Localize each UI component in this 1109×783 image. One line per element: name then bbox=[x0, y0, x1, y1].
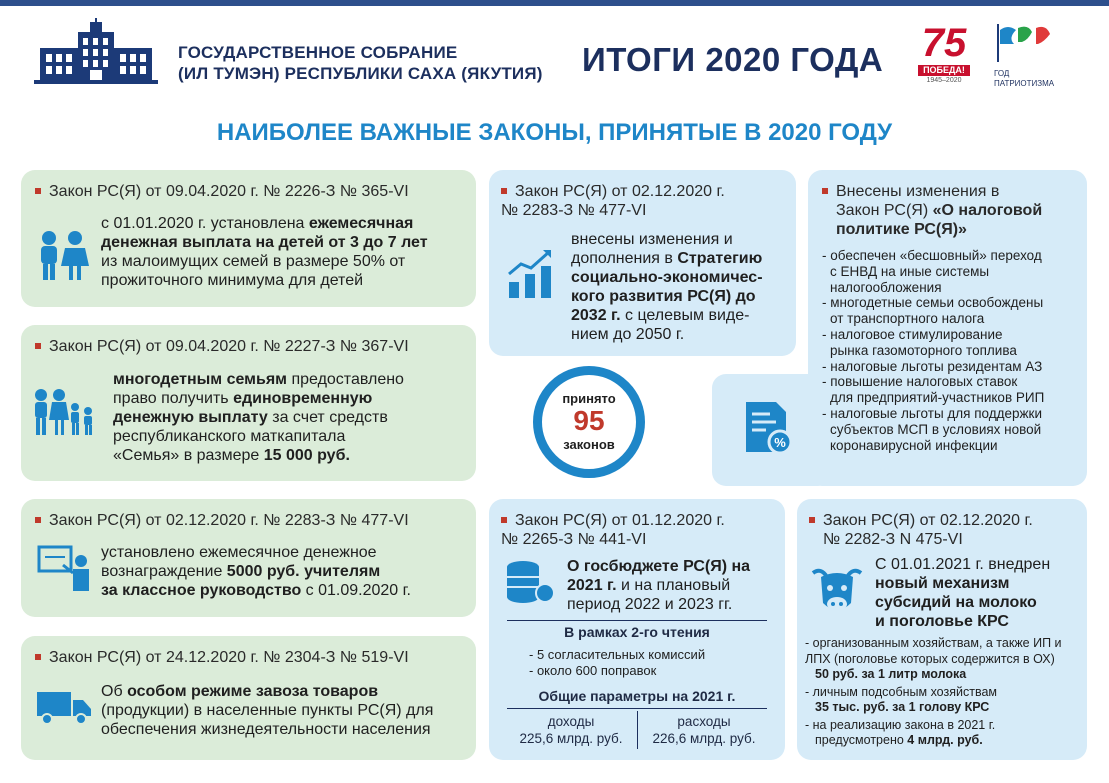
laws-count-badge bbox=[533, 366, 645, 478]
tax-change-item bbox=[822, 248, 1084, 295]
income-block bbox=[507, 713, 635, 747]
tax-change-line: для предприятий-участников РИП bbox=[830, 390, 1045, 406]
bullet-icon bbox=[35, 654, 41, 660]
children-icon bbox=[35, 228, 91, 282]
victory-75-logo bbox=[918, 22, 970, 90]
teacher-board-icon bbox=[37, 543, 93, 593]
params-title: Общие параметры на 2021 г. bbox=[538, 688, 736, 704]
law-reference: Закон РС(Я) от 09.04.2020 г. № 2226-З № 365-VI bbox=[35, 182, 409, 201]
income-label: доходы bbox=[547, 714, 595, 729]
law-card-goods-delivery bbox=[21, 636, 476, 760]
tax-change-line: - налоговые льготы резидентам АЗ bbox=[822, 358, 1043, 374]
tax-change-line: с ЕНВД на иные системы bbox=[830, 263, 990, 279]
card-description: внесены изменения и дополнения в Стратегию социально-экономичес- кого развития РС(Я) до 2032 г. с целевым виде- нием до 2050 г. bbox=[571, 231, 763, 343]
org-name-line1: ГОСУДАРСТВЕННОЕ СОБРАНИЕ bbox=[178, 43, 458, 62]
bullet-icon bbox=[822, 188, 828, 194]
growth-chart-icon bbox=[505, 248, 557, 300]
bullet-icon bbox=[35, 517, 41, 523]
section-subtitle: НАИБОЛЕЕ ВАЖНЫЕ ЗАКОНЫ, ПРИНЯТЫЕ В 2020 ГОДУ bbox=[216, 119, 893, 146]
tax-change-item bbox=[822, 327, 1084, 359]
tax-change-line: - многодетные семьи освобождены bbox=[822, 295, 1044, 311]
tax-law-header: Внесены изменения в Закон РС(Я) «О налоговой политике РС(Я)» bbox=[822, 182, 1084, 239]
patriotism-year-logo bbox=[994, 22, 1060, 90]
badge-count: 95 bbox=[573, 405, 605, 436]
bullet-icon bbox=[501, 188, 507, 194]
card-description: с 01.01.2020 г. установлена ежемесячная денежная выплата на детей от 3 до 7 лет из малоимущих семей в размере 50% от прожиточного минимума для детей bbox=[101, 215, 428, 289]
svg-text:%: % bbox=[774, 435, 786, 450]
tax-change-item bbox=[822, 374, 1084, 406]
law-card-strategy bbox=[489, 170, 796, 356]
tax-change-line: коронавирусной инфекции bbox=[830, 437, 998, 453]
reading-item: - около 600 поправок bbox=[529, 663, 657, 678]
tax-change-line: - повышение налоговых ставок bbox=[822, 374, 1018, 390]
tax-change-line: субъектов МСП в условиях новой bbox=[830, 421, 1042, 437]
law-reference: Закон РС(Я) от 01.12.2020 г. № 2265-З № 441-VI bbox=[501, 512, 725, 548]
law-card-teachers bbox=[21, 499, 476, 617]
delivery-truck-icon bbox=[35, 690, 93, 726]
tax-change-line: - налоговые льготы для поддержки bbox=[822, 405, 1042, 421]
expense-block bbox=[639, 713, 769, 747]
tax-document-icon bbox=[742, 400, 798, 458]
coins-stack-icon bbox=[503, 559, 557, 605]
income-value: 225,6 млрд. руб. bbox=[519, 731, 623, 746]
cow-icon bbox=[809, 563, 865, 619]
law-reference: Закон РС(Я) от 02.12.2020 г. № 2283-З № 477-VI bbox=[501, 183, 725, 219]
bullet-icon bbox=[501, 517, 507, 523]
bullet-icon bbox=[809, 517, 815, 523]
reading-item: - 5 согласительных комиссий bbox=[529, 647, 706, 662]
tax-changes-list bbox=[822, 248, 1084, 453]
law-reference: Закон РС(Я) от 02.12.2020 г. № 2282-З N 475-VI bbox=[809, 511, 1033, 549]
logo-75-number: 75 bbox=[921, 21, 967, 65]
parliament-building-icon bbox=[34, 18, 158, 86]
bullet-icon bbox=[35, 188, 41, 194]
card-description: Об особом режиме завоза товаров (продукции) в населенные пункты РС(Я) для обеспечения жизнедеятельности населения bbox=[101, 683, 434, 738]
tax-change-line: - обеспечен «бесшовный» переход bbox=[822, 248, 1042, 263]
expense-label: расходы bbox=[677, 714, 731, 729]
tax-change-line: рынка газомоторного топлива bbox=[830, 342, 1017, 358]
law-card-milk-subsidy bbox=[797, 499, 1087, 760]
divider bbox=[507, 708, 767, 709]
org-name-line2: (ИЛ ТУМЭН) РЕСПУБЛИКИ САХА (ЯКУТИЯ) bbox=[178, 64, 543, 83]
divider bbox=[637, 711, 638, 749]
card-description: многодетным семьям предоставлено право получить единовременную денежную выплату за счет средств республиканского маткапитала «Семья» в размере 15 000 руб. bbox=[113, 371, 404, 464]
top-border bbox=[0, 0, 1109, 6]
law-reference: Закон РС(Я) от 02.12.2020 г. № 2283-З № 477-VI bbox=[35, 511, 409, 530]
expense-value: 226,6 млрд. руб. bbox=[652, 731, 756, 746]
tax-change-line: налогообложения bbox=[830, 279, 942, 295]
law-card-large-families bbox=[21, 325, 476, 481]
law-reference: Закон РС(Я) от 09.04.2020 г. № 2227-З № 367-VI bbox=[35, 337, 409, 356]
tax-change-line: - налоговое стимулирование bbox=[822, 326, 1003, 342]
bullet-icon bbox=[35, 343, 41, 349]
law-reference: Закон РС(Я) от 24.12.2020 г. № 2304-З № 519-VI bbox=[35, 648, 409, 667]
law-card-child-payment bbox=[21, 170, 476, 307]
subsidy-details: - организованным хозяйствам, а также ИП и ЛПХ (поголовье которых содержится в ОХ) 50 руб. за 1 литр молока - личным подсобным хозяйствам 35 тыс. руб. за 1 голову КРС - на реализацию закона в 2021 г. предусмотрено 4 млрд. руб. bbox=[805, 636, 1062, 747]
page-title: ИТОГИ 2020 ГОДА bbox=[582, 41, 884, 78]
badge-top-label: принято bbox=[562, 391, 616, 406]
tax-change-item bbox=[822, 295, 1084, 327]
family-icon bbox=[31, 387, 97, 437]
org-name bbox=[178, 42, 543, 84]
logo-75-word: ПОБЕДА! bbox=[918, 65, 970, 76]
tax-change-line: от транспортного налога bbox=[830, 311, 985, 327]
tax-change-item bbox=[822, 406, 1084, 453]
card-description: С 01.01.2021 г. внедрен новый механизм субсидий на молоко и поголовье КРС bbox=[875, 556, 1051, 630]
badge-bottom-label: законов bbox=[563, 437, 615, 452]
patriotism-logo-line1: ГОД bbox=[994, 69, 1010, 78]
patriotism-flag-icon bbox=[994, 22, 1058, 62]
law-card-budget bbox=[489, 499, 785, 760]
patriotism-logo-line2: ПАТРИОТИЗМА bbox=[994, 79, 1055, 88]
card-description: установлено ежемесячное денежное вознаграждение 5000 руб. учителям за классное руководство с 01.09.2020 г. bbox=[101, 544, 411, 599]
divider bbox=[507, 620, 767, 621]
reading-title: В рамках 2-го чтения bbox=[564, 624, 710, 640]
card-description: О госбюджете РС(Я) на 2021 г. и на плановый период 2022 и 2023 гг. bbox=[567, 558, 751, 613]
tax-change-item bbox=[822, 359, 1084, 375]
logo-75-years: 1945–2020 bbox=[926, 77, 962, 84]
